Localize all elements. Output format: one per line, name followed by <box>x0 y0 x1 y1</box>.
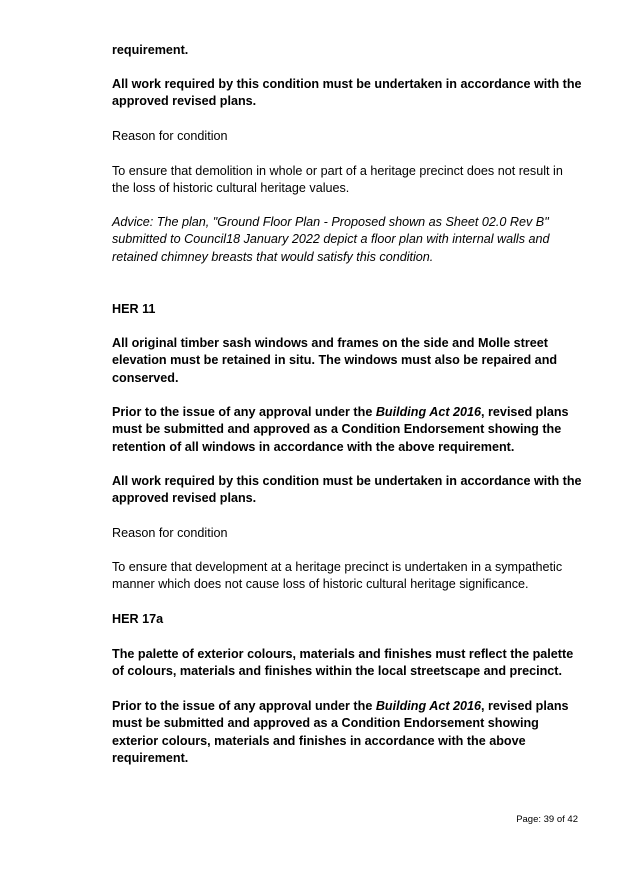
paragraph-requirement-end: requirement. <box>112 43 189 57</box>
paragraph-building-act-colours <box>112 698 572 767</box>
building-act-title: Building Act 2016 <box>375 405 482 419</box>
paragraph-building-act-windows <box>112 404 582 456</box>
building-act-title: Building Act 2016 <box>375 699 482 713</box>
heading-her-17a: HER 17a <box>112 612 164 626</box>
paragraph-advice: Advice: The plan, "Ground Floor Plan - Proposed shown as Sheet 02.0 Rev B" submitted to Council18 January 2022 depict a floor plan with internal walls and retained chimney breasts that would satisfy this condition. <box>112 215 550 264</box>
page-number: Page: 39 of 42 <box>516 814 578 825</box>
building-act-requirement: , revised plans must be submitted and approved as a Condition Endorsement showing exterior colours, materials and finishes in accordance with the above requirement. <box>112 699 569 765</box>
paragraph-work-required-2: All work required by this condition must be undertaken in accordance with the approved revised plans. <box>112 474 582 506</box>
paragraph-exterior-palette: The palette of exterior colours, materials and finishes must reflect the palette of colours, materials and finishes within the local streetscape and precinct. <box>112 647 574 679</box>
building-act-lead-in: Prior to the issue of any approval under the <box>112 405 376 419</box>
building-act-lead-in: Prior to the issue of any approval under the <box>112 699 376 713</box>
paragraph-timber-sash-windows: All original timber sash windows and frames on the side and Molle street elevation must be retained in situ. The windows must also be repaired and conserved. <box>112 336 558 385</box>
paragraph-reason-label-1: Reason for condition <box>112 129 228 143</box>
paragraph-reason-text-1: To ensure that demolition in whole or part of a heritage precinct does not result in the loss of historic cultural heritage values. <box>112 164 563 196</box>
paragraph-work-required-1: All work required by this condition must be undertaken in accordance with the approved revised plans. <box>112 77 582 109</box>
heading-her-11: HER 11 <box>112 302 156 316</box>
building-act-requirement: , revised plans must be submitted and approved as a Condition Endorsement showing the retention of all windows in accordance with the above requirement. <box>112 405 569 454</box>
paragraph-reason-text-2: To ensure that development at a heritage precinct is undertaken in a sympathetic manner which does not cause loss of historic cultural heritage significance. <box>112 560 563 592</box>
paragraph-reason-label-2: Reason for condition <box>112 526 228 540</box>
